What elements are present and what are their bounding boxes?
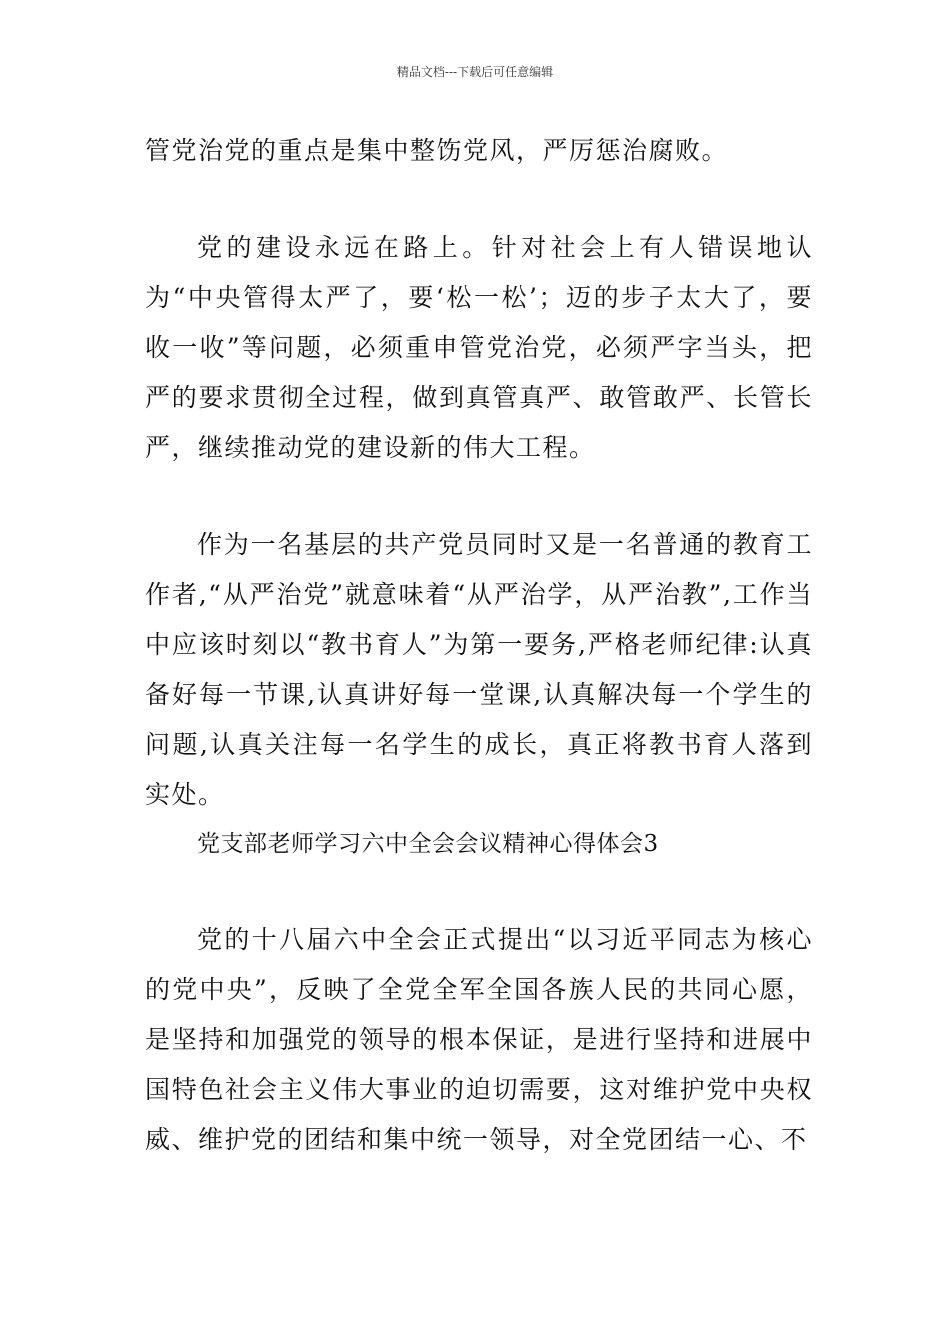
paragraph-party-building: 党的建设永远在路上。针对社会上有人错误地认为“中央管得太严了，要‘松一松’；迈的步子太大了，要收一收”等问题，必须重申管党治党，必须严字当头，把严的要求贯彻全过程，做到真管真严、敢管敢严、长管长严，继续推动党的建设新的伟大工程。 xyxy=(145,233,813,462)
paragraph-educator: 作为一名基层的共产党员同时又是一名普通的教育工作者,“从严治党”就意味着“从严治学，从严治教”,工作当中应该时刻以“教书育人”为第一要务,严格老师纪律:认真备好每一节课,认真讲好每一堂课,认真解决每一个学生的问题,认真关注每一名学生的成长，真正将教书育人落到实处。 xyxy=(145,530,813,809)
document-body xyxy=(145,126,813,1165)
page-header: 精品文档---下载后可任意编辑 xyxy=(396,65,554,79)
section-heading: 党支部老师学习六中全会会议精神心得体会3 xyxy=(197,831,659,857)
paragraph-continuation: 管党治党的重点是集中整饬党风，严厉惩治腐败。 xyxy=(145,136,729,165)
paragraph-sixth-plenum: 党的十八届六中全会正式提出“以习近平同志为核心的党中央”，反映了全党全军全国各族人民的共同心愿，是坚持和加强党的领导的根本保证，是进行坚持和进展中国特色社会主义伟大事业的迫切需要，这对维护党中央权威、维护党的团结和集中统一领导，对全党团结一心、不 xyxy=(145,925,813,1154)
